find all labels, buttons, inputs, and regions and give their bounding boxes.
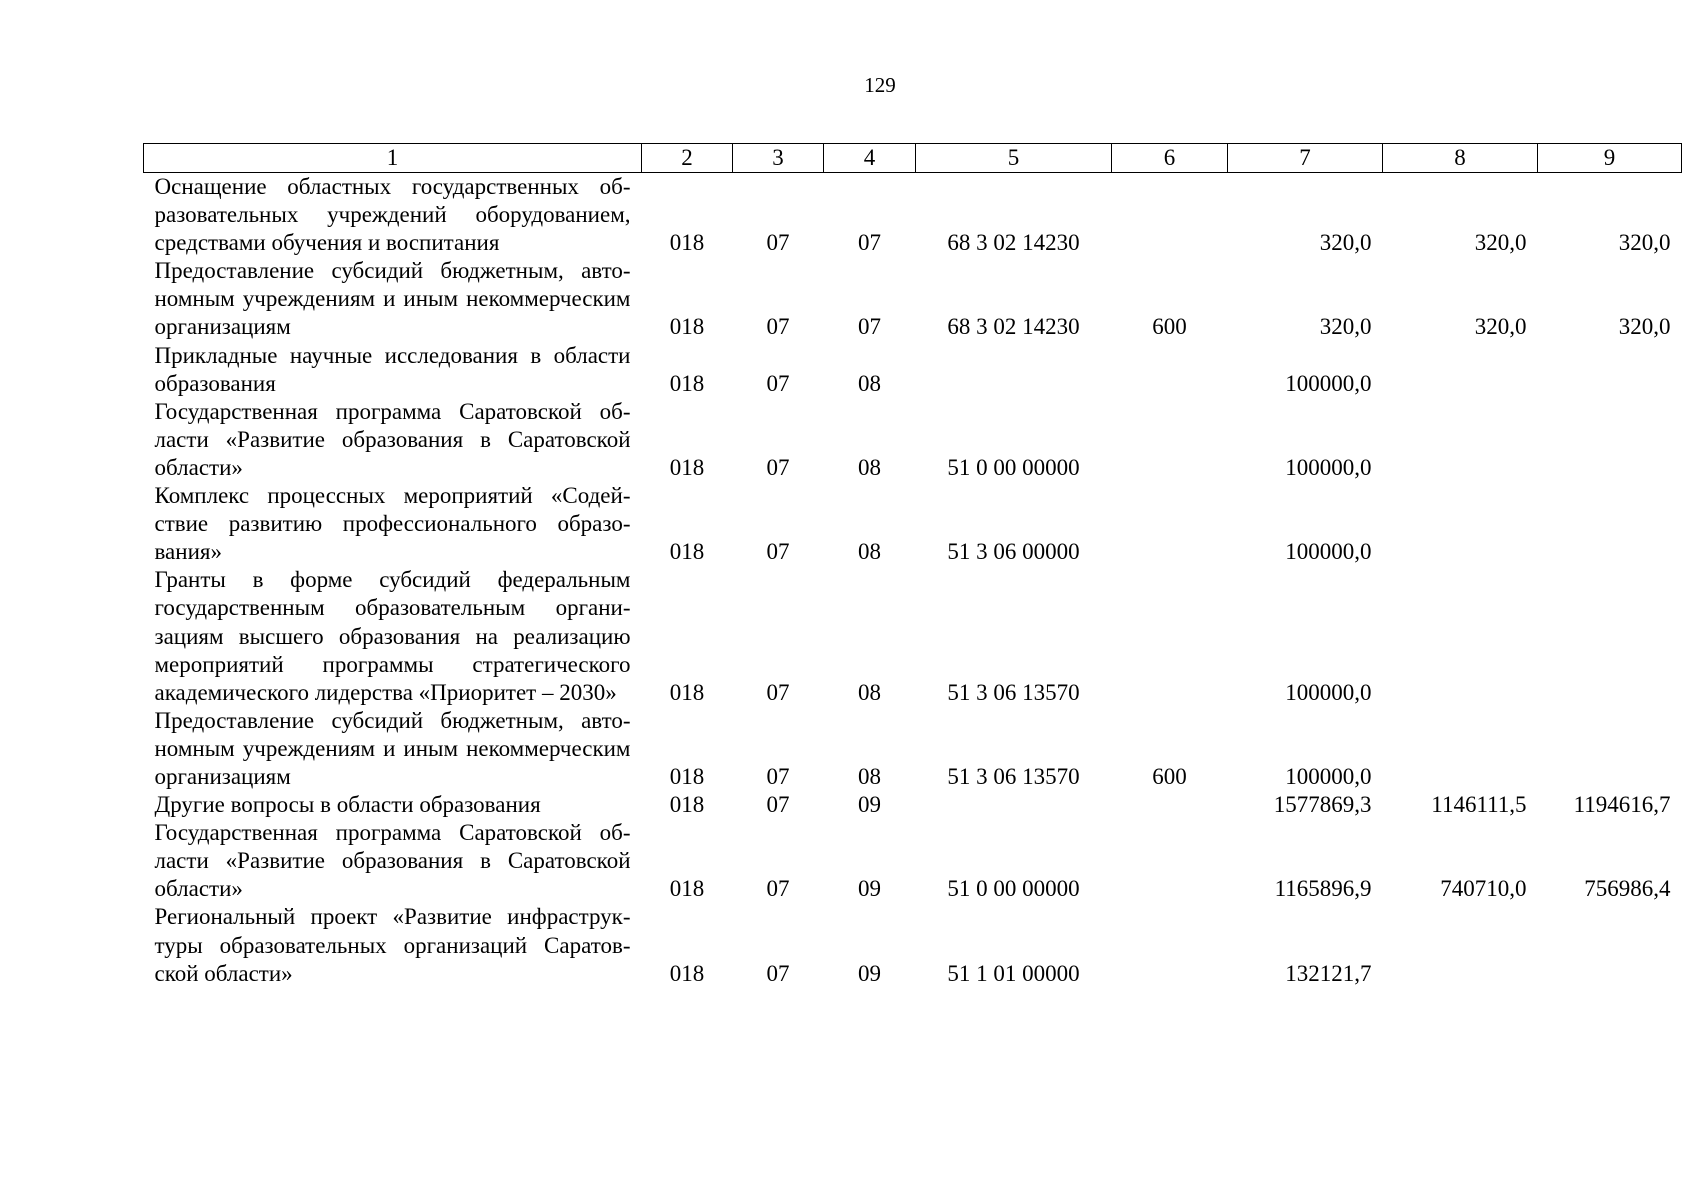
- column-header-3: 3: [733, 144, 824, 173]
- row-amount-9: [1538, 482, 1682, 566]
- row-amount-8: [1383, 903, 1538, 987]
- row-code-3: 07: [766, 792, 790, 818]
- row-code-3: 07: [766, 314, 790, 340]
- row-amount-7: 100000,0: [1285, 539, 1372, 565]
- row-amount-8: 740710,0: [1440, 876, 1527, 902]
- row-code-5: 51 0 00 00000: [947, 454, 1080, 480]
- row-amount-9: [1538, 903, 1682, 987]
- row-code-5: [916, 342, 1112, 398]
- row-code-4: 07: [858, 314, 881, 340]
- row-code-5: 51 3 06 13570: [947, 763, 1080, 789]
- row-code-6: [1112, 482, 1228, 566]
- row-name: Региональный проект «Развитие инфраструктуры образовательных организаций Саратовской области»: [154, 904, 631, 986]
- table-row: [144, 342, 1682, 398]
- column-header-9: 9: [1538, 144, 1682, 173]
- row-code-3: 07: [766, 370, 790, 396]
- table-row: [144, 482, 1682, 566]
- row-code-4: 07: [858, 230, 881, 256]
- row-amount-7: 100000,0: [1285, 679, 1372, 705]
- column-header-1: 1: [144, 144, 642, 173]
- row-code-3: 07: [766, 454, 790, 480]
- row-code-5: 51 0 00 00000: [947, 876, 1080, 902]
- row-code-2: 018: [669, 876, 705, 902]
- column-header-6: 6: [1112, 144, 1228, 173]
- table-row: [144, 791, 1682, 819]
- row-code-3: 07: [766, 230, 790, 256]
- row-code-2: 018: [669, 960, 705, 986]
- row-name: Другие вопросы в области образования: [154, 792, 541, 818]
- row-amount-8: [1383, 707, 1538, 791]
- row-code-6: [1112, 903, 1228, 987]
- row-amount-8: [1383, 342, 1538, 398]
- column-header-5: 5: [916, 144, 1112, 173]
- table-row: [144, 566, 1682, 706]
- row-code-2: 018: [669, 679, 705, 705]
- row-name: Государственная программа Саратовской области «Развитие образования в Саратовской области»: [154, 398, 631, 480]
- row-amount-7: 1165896,9: [1274, 876, 1372, 902]
- row-amount-7: 100000,0: [1285, 763, 1372, 789]
- row-code-6: 600: [1152, 763, 1187, 789]
- row-code-2: 018: [669, 763, 705, 789]
- row-code-3: 07: [766, 876, 790, 902]
- row-amount-9: [1538, 707, 1682, 791]
- row-amount-7: 100000,0: [1285, 370, 1372, 396]
- row-code-4: 08: [858, 763, 881, 789]
- row-code-4: 09: [858, 876, 881, 902]
- row-amount-7: 100000,0: [1285, 454, 1372, 480]
- row-amount-7: 320,0: [1319, 230, 1372, 256]
- table-body: [144, 173, 1682, 988]
- row-name: Предоставление субсидий бюджетным, автономным учреждениям и иным некоммерческим организациям: [154, 258, 631, 340]
- row-amount-8: 320,0: [1474, 314, 1527, 340]
- row-code-2: 018: [669, 230, 705, 256]
- table-header: [144, 144, 1682, 173]
- row-code-3: 07: [766, 539, 790, 565]
- table-row: [144, 819, 1682, 903]
- row-code-4: 08: [858, 679, 881, 705]
- row-code-6: [1112, 791, 1228, 819]
- row-amount-8: [1383, 482, 1538, 566]
- row-code-3: 07: [766, 679, 790, 705]
- header-row: [144, 144, 1682, 173]
- row-name: Комплекс процессных мероприятий «Содействие развитию профессионального образования»: [154, 483, 631, 565]
- row-code-2: 018: [669, 454, 705, 480]
- row-amount-8: 1146111,5: [1431, 792, 1527, 818]
- row-name: Гранты в форме субсидий федеральным государственным образовательным организациям высшего образования на реализацию мероприятий программы стратегического академического лидерства «Приоритет – 2030»: [154, 567, 631, 705]
- row-amount-7: 132121,7: [1285, 960, 1372, 986]
- row-amount-9: 756986,4: [1584, 876, 1671, 902]
- row-amount-9: 320,0: [1618, 314, 1671, 340]
- table-row: [144, 398, 1682, 482]
- table-row: [144, 257, 1682, 341]
- row-code-6: [1112, 566, 1228, 706]
- row-code-4: 08: [858, 539, 881, 565]
- row-code-5: [916, 791, 1112, 819]
- row-name: Прикладные научные исследования в области образования: [154, 342, 631, 396]
- row-code-3: 07: [766, 960, 790, 986]
- table-row: [144, 903, 1682, 987]
- page-number: 129: [864, 73, 896, 97]
- column-header-2: 2: [642, 144, 733, 173]
- row-amount-9: [1538, 342, 1682, 398]
- row-code-2: 018: [669, 792, 705, 818]
- row-code-4: 09: [858, 960, 881, 986]
- row-amount-7: 1577869,3: [1273, 792, 1372, 818]
- row-code-5: 51 3 06 00000: [947, 539, 1080, 565]
- row-code-2: 018: [669, 370, 705, 396]
- row-amount-8: [1383, 566, 1538, 706]
- column-header-8: 8: [1383, 144, 1538, 173]
- row-code-5: 51 3 06 13570: [947, 679, 1080, 705]
- row-code-6: [1112, 398, 1228, 482]
- column-header-4: 4: [824, 144, 916, 173]
- column-header-7: 7: [1228, 144, 1383, 173]
- row-amount-9: 320,0: [1618, 230, 1671, 256]
- row-code-4: 08: [858, 454, 881, 480]
- row-code-4: 09: [858, 792, 881, 818]
- row-name: Оснащение областных государственных образовательных учреждений оборудованием, средствами обучения и воспитания: [154, 174, 631, 256]
- budget-table: [143, 143, 1682, 988]
- row-code-6: [1112, 173, 1228, 258]
- row-amount-8: 320,0: [1474, 230, 1527, 256]
- row-amount-8: [1383, 398, 1538, 482]
- row-code-6: [1112, 342, 1228, 398]
- row-code-5: 68 3 02 14230: [947, 230, 1080, 256]
- row-code-6: 600: [1152, 314, 1187, 340]
- row-code-2: 018: [669, 539, 705, 565]
- table-row: [144, 707, 1682, 791]
- row-amount-9: [1538, 398, 1682, 482]
- row-amount-9: 1194616,7: [1573, 792, 1671, 818]
- table-row: [144, 173, 1682, 258]
- row-name: Государственная программа Саратовской области «Развитие образования в Саратовской области»: [154, 820, 631, 902]
- row-amount-7: 320,0: [1319, 314, 1372, 340]
- row-code-2: 018: [669, 314, 705, 340]
- row-code-4: 08: [858, 370, 881, 396]
- row-name: Предоставление субсидий бюджетным, автономным учреждениям и иным некоммерческим организациям: [154, 707, 631, 789]
- row-code-3: 07: [766, 763, 790, 789]
- row-code-5: 68 3 02 14230: [947, 314, 1080, 340]
- row-code-6: [1112, 819, 1228, 903]
- row-amount-9: [1538, 566, 1682, 706]
- row-code-5: 51 1 01 00000: [947, 960, 1080, 986]
